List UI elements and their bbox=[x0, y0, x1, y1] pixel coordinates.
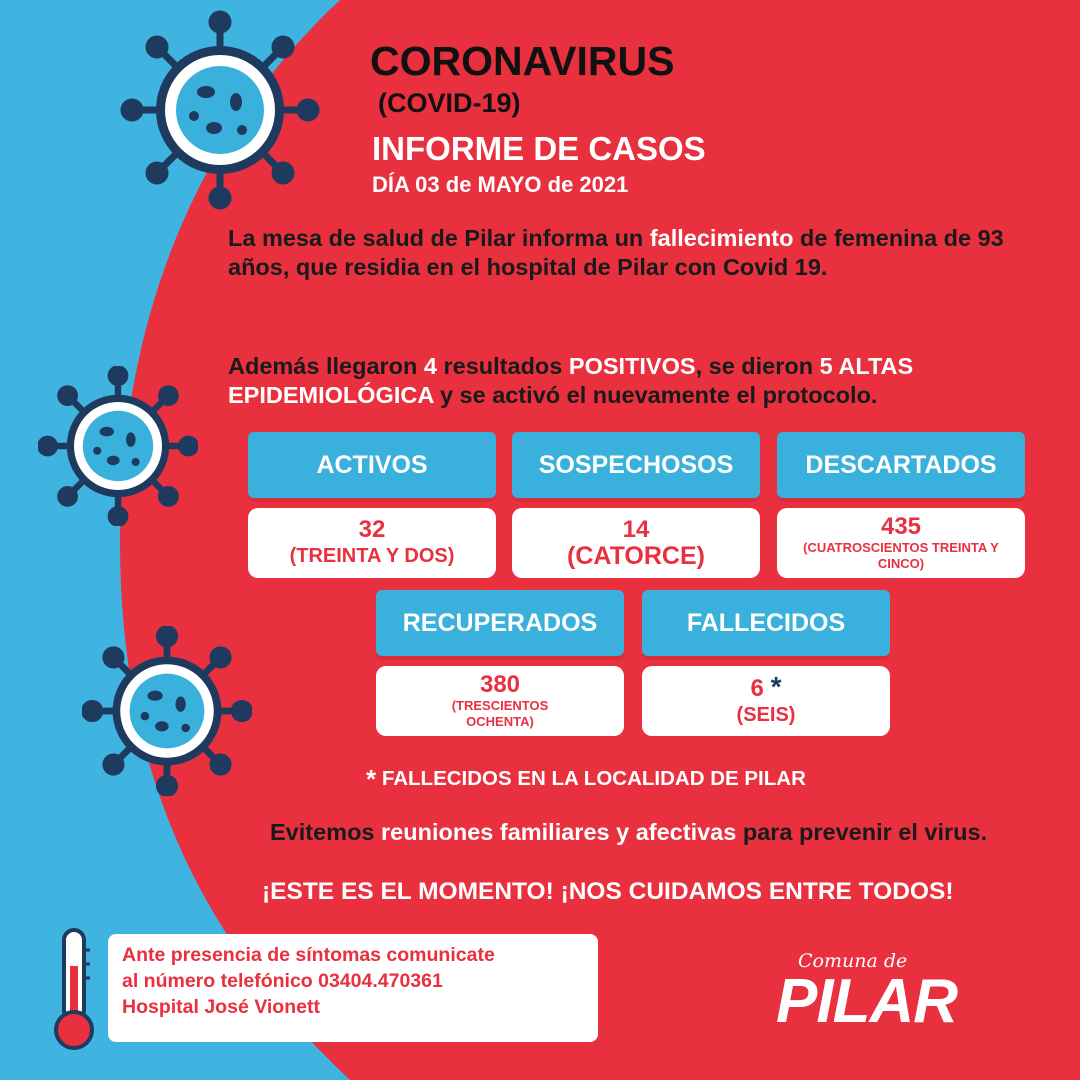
asterisk-mark: * bbox=[770, 671, 782, 702]
text: Además llegaron bbox=[228, 353, 424, 379]
text: Evitemos bbox=[270, 819, 382, 845]
asterisk-mark: * bbox=[366, 764, 377, 794]
intro-paragraph-2 bbox=[228, 352, 1058, 410]
text: para prevenir el virus. bbox=[736, 819, 988, 845]
text: resultados bbox=[436, 353, 569, 379]
activos-header: ACTIVOS bbox=[248, 432, 496, 498]
sospechosos-header: SOSPECHOSOS bbox=[512, 432, 760, 498]
sospechosos-value: 14 bbox=[622, 516, 650, 543]
logo bbox=[776, 950, 1026, 1040]
fallecidos-value-line bbox=[750, 671, 782, 702]
sospechosos-words: (CATORCE) bbox=[567, 542, 705, 570]
descartados-value-card bbox=[777, 508, 1025, 578]
page-subtitle: (COVID-19) bbox=[378, 88, 521, 118]
fallecidos-value: 6 bbox=[750, 675, 764, 702]
text: de femenina de 93 años, que residia en el hospital de Pilar con Covid 19. bbox=[228, 225, 1004, 280]
descartados-value: 435 bbox=[880, 513, 922, 540]
thermometer-icon bbox=[50, 926, 98, 1056]
activos-value-card bbox=[248, 508, 496, 578]
footnote bbox=[366, 764, 806, 795]
highlight: fallecimiento bbox=[649, 225, 794, 251]
recuperados-header: RECUPERADOS bbox=[376, 590, 624, 656]
page-title: CORONAVIRUS bbox=[370, 38, 675, 84]
logo-script: Comuna de bbox=[798, 950, 908, 972]
contact-box bbox=[108, 934, 598, 1042]
highlight: reuniones familiares y afectivas bbox=[381, 819, 737, 845]
contact-line-3: Hospital José Vionett bbox=[122, 996, 320, 1018]
recuperados-words: (TRESCIENTOS OCHENTA) bbox=[451, 698, 549, 729]
report-date: DÍA 03 de MAYO de 2021 bbox=[372, 172, 629, 197]
fallecidos-header: FALLECIDOS bbox=[642, 590, 890, 656]
virus-icon bbox=[82, 626, 252, 796]
virus-icon bbox=[38, 366, 198, 526]
fallecidos-words: (SEIS) bbox=[736, 704, 796, 726]
sospechosos-value-card bbox=[512, 508, 760, 578]
footnote-text: FALLECIDOS EN LA LOCALIDAD DE PILAR bbox=[381, 767, 806, 790]
descartados-header: DESCARTADOS bbox=[777, 432, 1025, 498]
highlight: 4 bbox=[423, 353, 437, 379]
recuperados-value: 380 bbox=[479, 671, 521, 698]
report-title: INFORME DE CASOS bbox=[372, 130, 706, 167]
highlight: POSITIVOS bbox=[568, 353, 696, 379]
intro-paragraph-1 bbox=[228, 224, 1048, 282]
fallecidos-value-card bbox=[642, 666, 890, 736]
text: La mesa de salud de Pilar informa un bbox=[228, 225, 650, 251]
contact-line-1: Ante presencia de síntomas comunicate bbox=[122, 944, 495, 966]
text: y se activó el nuevamente el protocolo. bbox=[433, 382, 878, 408]
text: , se dieron bbox=[695, 353, 820, 379]
descartados-words: (CUATROSCIENTOS TREINTA Y CINCO) bbox=[803, 540, 999, 571]
activos-value: 32 bbox=[358, 516, 386, 543]
activos-words: (TREINTA Y DOS) bbox=[289, 545, 455, 567]
highlight: 5 ALTAS EPIDEMIOLÓGICA bbox=[228, 353, 914, 408]
recuperados-value-card bbox=[376, 666, 624, 736]
logo-word: PILAR bbox=[776, 967, 957, 1036]
slogan: ¡ESTE ES EL MOMENTO! ¡NOS CUIDAMOS ENTRE TODOS! bbox=[262, 878, 954, 905]
virus-icon bbox=[120, 10, 320, 210]
contact-line-2: al número telefónico 03404.470361 bbox=[122, 970, 443, 992]
advice-paragraph bbox=[270, 818, 1060, 847]
